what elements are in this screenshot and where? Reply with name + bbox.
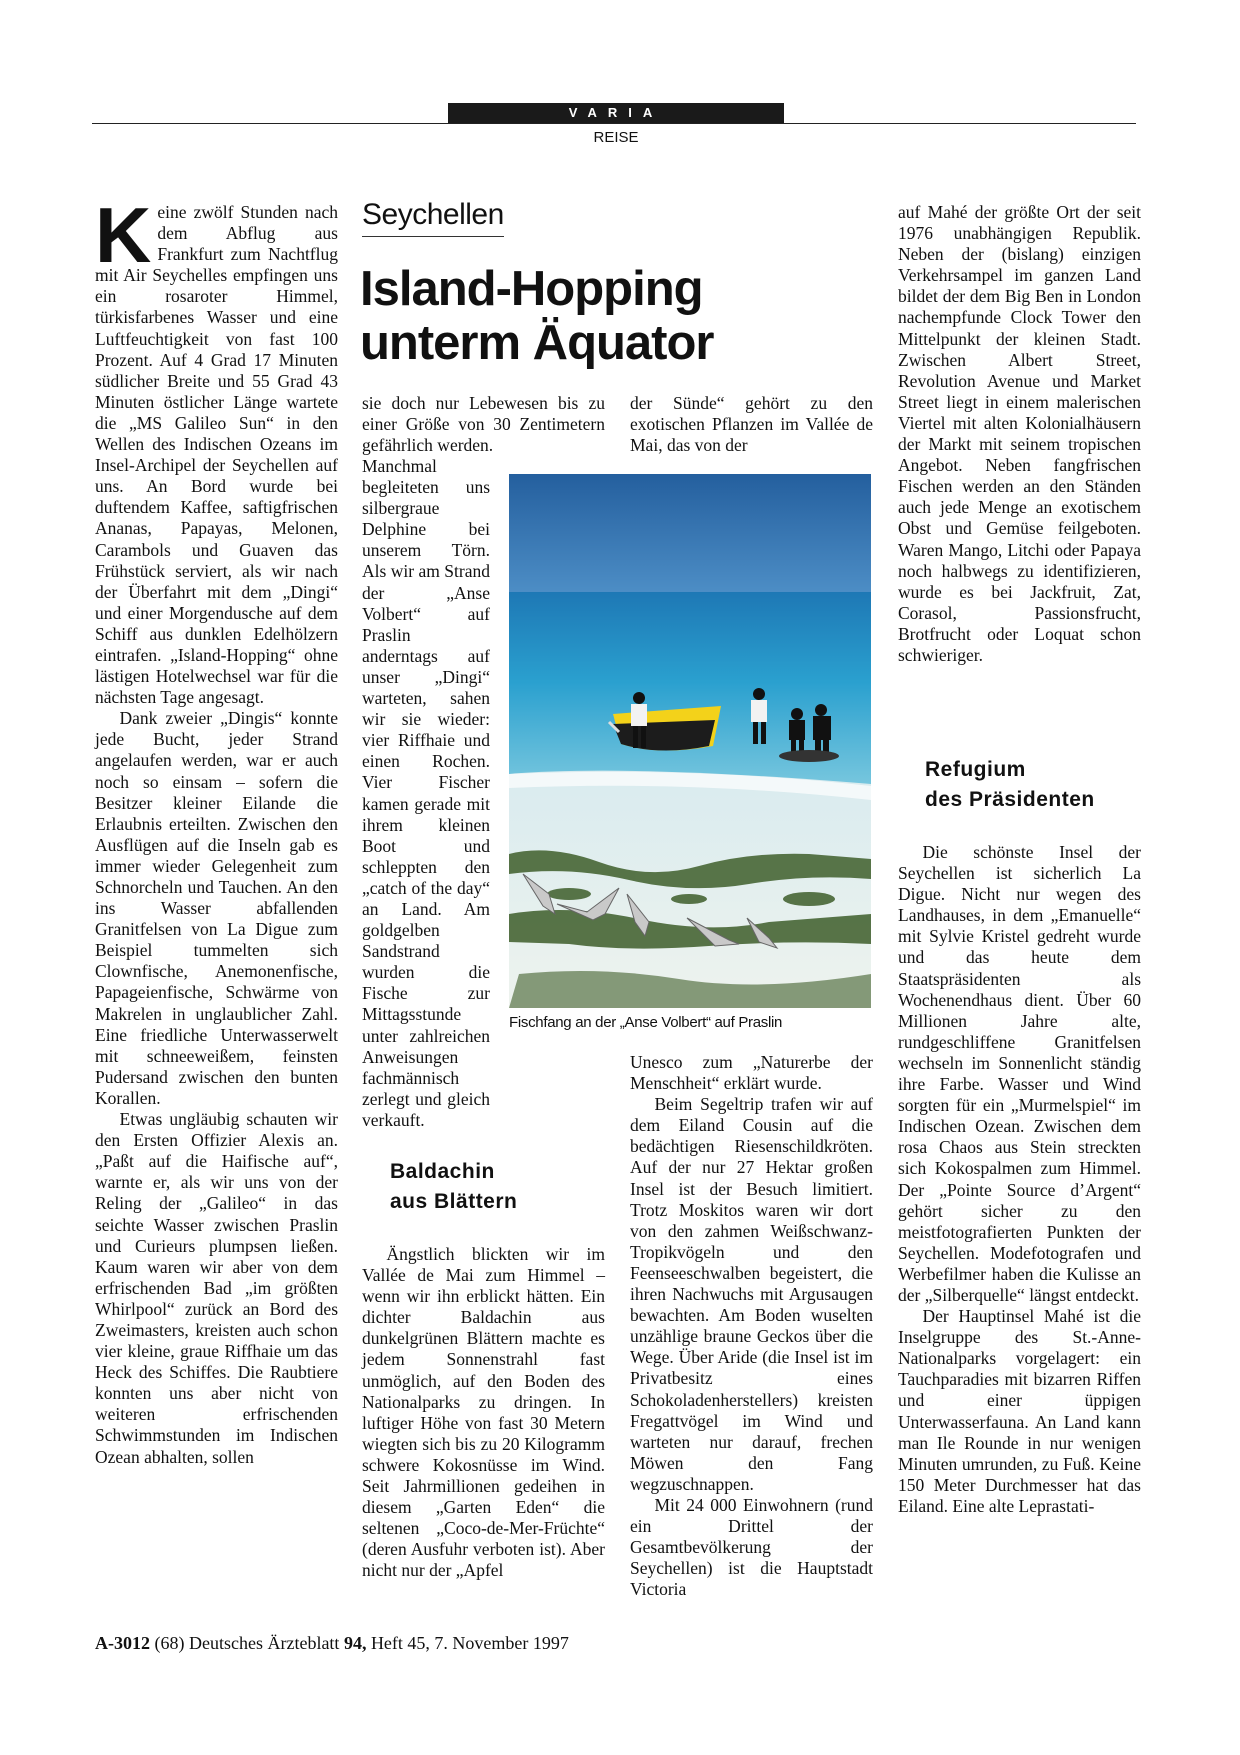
article-paragraph: auf Mahé der größte Ort der seit 1976 unabhängigen Republik. Neben der (bislang) einzigen Verkehrsampel im ganzen Land bildet der dem Big Ben in London nachempfunde Clock Tower den Mittelpunkt der kleinen Stadt. Zwischen Albert Street, Revolution Avenue und Market Street liegt in einem malerischen Viertel mit alten Kolonialhäusern der Markt mit seinem tropischen Angebot. Neben fangfrischen Fischen werden an den Ständen auch jede Menge an exotischem Obst und Gemüse feilgeboten. Waren Mango, Litchi oder Papaya noch halbwegs zu identifizieren, wurde es bei Jackfruit, Zat, Corasol, Passionsfrucht, Brotfrucht oder Loquat schon schwieriger. bbox=[898, 202, 1141, 665]
article-paragraph: Der Hauptinsel Mahé ist die Inselgruppe des St.-Anne-Nationalparks vorgelagert: ein Tauchparadies mit bizarren Riffen und einer üppigen Unterwasserfauna. An Land kann man Ile Rounde in nur wenigen Minuten umrunden, zu Fuß. Keine 150 Meter Durchmesser hat das Eiland. Eine alte Leprastati- bbox=[898, 1306, 1141, 1516]
article-column-2-top bbox=[362, 393, 605, 456]
subsection-label: REISE bbox=[593, 129, 639, 146]
headline-line: Island-Hopping bbox=[360, 262, 703, 316]
subheading-line: des Präsidenten bbox=[925, 788, 1095, 811]
article-paragraph: Beim Segeltrip trafen wir auf dem Eiland Cousin auf die bedächtigen Riesenschildkröten. Auf der nur 27 Hektar großen Insel ist der Besuch limitiert. Trotz Moskitos waren wir dort von den zahmen Weißschwanz-Tropikvögeln und den Feenseeschwalben begeistert, die ihren Nachwuchs mit Argusaugen bewachten. Am Boden wuselten unzählige braune Geckos über die Wege. Über Aride (die Insel ist im Privatbesitz eines Schokoladenherstellers) kreisten Fregattvögel im Wind und warteten nur darauf, frechen Möwen den Fang wegzuschnappen. bbox=[630, 1094, 873, 1494]
article-paragraph: Ängstlich blickten wir im Vallée de Mai zum Himmel – wenn wir ihn erblickt hätten. Ein dichter Baldachin aus dunkelgrünen Blättern machte es jedem Sonnenstrahl fast unmöglich, auf den Boden des Nationalparks zu dringen. In luftiger Höhe von fast 30 Metern wiegten sich bis zu 20 Kilogramm schwere Kokosnüsse im Wind. Seit Jahrmillionen gedeihen in diesem „Garten Eden“ die seltenen „Coco-de-Mer-Früchte“ (deren Ausfuhr verboten ist). Aber nicht nur der „Apfel bbox=[362, 1244, 605, 1581]
subheading-baldachin bbox=[390, 1157, 517, 1217]
paragraph-text: eine zwölf Stunden nach dem Abflug aus Frankfurt zum Nachtflug mit Air Seychelles empfingen uns ein rosaroter Himmel, türkisfarbenes Wasser und eine Luftfeuchtigkeit von fast 100 Prozent. Auf 4 Grad 17 Minuten südlicher Breite und 55 Grad 43 Minuten östlicher Länge wartete die „MS Galileo Sun“ in den Wellen des Indischen Ozeans im Insel-Archipel der Seychellen auf uns. An Bord wurde bei duftendem Kaffee, saftigfrischen Ananas, Papayas, Melonen, Carambols und Guaven das Frühstück serviert, als wir nach der Überfahrt mit dem „Dingi“ und einer Morgendusche auf dem Schiff aus dunklen Edelhölzern eintrafen. „Island-Hopping“ ohne lästigen Hotelwechsel war für die nächsten Tage angesagt. bbox=[95, 202, 338, 708]
sea bbox=[509, 592, 871, 792]
article-column-2-narrow bbox=[362, 456, 490, 1131]
article-headline bbox=[360, 262, 800, 370]
article-kicker: Seychellen bbox=[362, 198, 504, 237]
photo-caption: Fischfang an der „Anse Volbert“ auf Praslin bbox=[509, 1014, 783, 1031]
article-paragraph: Unesco zum „Naturerbe der Menschheit“ erklärt wurde. bbox=[630, 1052, 873, 1094]
volume-number: 94, bbox=[343, 1633, 367, 1653]
page-reference: A-3012 bbox=[95, 1633, 150, 1653]
subheading-line: aus Blättern bbox=[390, 1190, 518, 1213]
article-column-1 bbox=[95, 191, 338, 1468]
article-paragraph: Die schönste Insel der Seychellen ist sicherlich La Digue. Nicht nur wegen des Landhauses, in dem „Emanuelle“ mit Sylvie Kristel gedreht wurde und das heute dem Staatspräsidenten als Wochenendhaus dient. Über 60 Millionen Jahre alte, rundgeschliffene Granitfelsen wechseln im Sonnenlicht ständig ihre Farbe. Wasser und Wind sorgten für ein „Murmelspiel“ im Indischen Ozean. Zwischen dem rosa Chaos aus Stein streckten sich Kokospalmen zum Himmel. Der „Pointe Source d’Argent“ gehört sicher zu den meistfotografierten Punkten der Seychellen. Modefotografen und Werbefilmer haben die Kulisse an der „Silberquelle“ längst entdeckt. bbox=[898, 842, 1141, 1305]
article-column-3-top bbox=[630, 393, 873, 456]
subheading-line: Baldachin bbox=[390, 1160, 495, 1183]
page-footer bbox=[95, 1633, 569, 1654]
article-column-4 bbox=[898, 202, 1141, 666]
sky bbox=[509, 474, 871, 594]
headline-line: unterm Äquator bbox=[360, 316, 714, 370]
article-column-3-bottom bbox=[630, 1052, 873, 1600]
issue-info: Heft 45, 7. November 1997 bbox=[370, 1633, 569, 1653]
article-column-4-bottom bbox=[898, 842, 1141, 1517]
beach-photo-illustration bbox=[509, 474, 871, 1008]
article-paragraph bbox=[95, 191, 338, 708]
article-paragraph: der Sünde“ gehört zu den exotischen Pflanzen im Vallée de Mai, das von der bbox=[630, 393, 873, 456]
subheading-line: Refugium bbox=[925, 758, 1026, 781]
article-paragraph: Manchmal begleiteten uns silbergraue Delphine bei unserem Törn. Als wir am Strand der „Anse Volbert“ auf Praslin anderntags auf unser „Dingi“ warteten, sahen wir sie wieder: vier Riffhaie und einen Rochen. Vier Fischer kamen gerade mit ihrem kleinen Boot und schleppten den „catch of the day“ an Land. Am goldgelben Sandstrand wurden die Fische zur Mittagsstunde unter zahlreichen Anweisungen fachmännisch zerlegt und gleich verkauft. bbox=[362, 456, 490, 1130]
article-paragraph: sie doch nur Lebewesen bis zu einer Größe von 30 Zentimetern gefährlich werden. bbox=[362, 393, 605, 456]
section-label: VARIA bbox=[448, 103, 784, 123]
article-paragraph: Etwas ungläubig schauten wir den Ersten Offizier Alexis an. „Paßt auf die Haifische auf“, warnte er, als wir uns von der Reling der „Galileo“ in das seichte Wasser zwischen Praslin und Curieurs plumpsen ließen. Kaum waren wir aber von dem erfrischenden Bad „im größten Whirlpool“ zurück an Bord des Zweimasters, kreisten auch schon vier kleine, graue Riffhaie um das Heck des Schiffes. Die Raubtiere konnten uns aber nicht von weiteren erfrischenden Schwimmstunden im Indischen Ozean abhalten, sollen bbox=[95, 1109, 338, 1467]
beach-photo bbox=[509, 474, 871, 1008]
article-paragraph: Mit 24 000 Einwohnern (rund ein Drittel der Gesamtbevölkerung der Seychellen) ist die Hauptstadt Victoria bbox=[630, 1494, 873, 1600]
subheading-refugium bbox=[925, 755, 1095, 815]
drop-cap: K bbox=[95, 191, 152, 279]
article-column-2-bottom bbox=[362, 1244, 605, 1582]
article-paragraph: Dank zweier „Dingis“ konnte jede Bucht, jeder Strand angelaufen werden, war er auch noch so einsam – sofern die Besitzer kleiner Eilande die Erlaubnis erteilten. Zwischen den Ausflügen auf die Inseln gab es immer wieder Gelegenheit zum Schnorcheln und Tauchen. An den ins Wasser abfallenden Granitfelsen von La Digue zum Beispiel tummelten sich Clownfische, Anemonenfische, Papageienfische, Schwärme von Makrelen in unglaublicher Zahl. Eine friedliche Unterwasserwelt mit schneeweißem, feinsten Pudersand zwischen den bunten Korallen. bbox=[95, 708, 338, 1108]
header-rule bbox=[92, 123, 1136, 124]
issue-prefix: (68) Deutsches Ärzteblatt bbox=[154, 1633, 340, 1653]
